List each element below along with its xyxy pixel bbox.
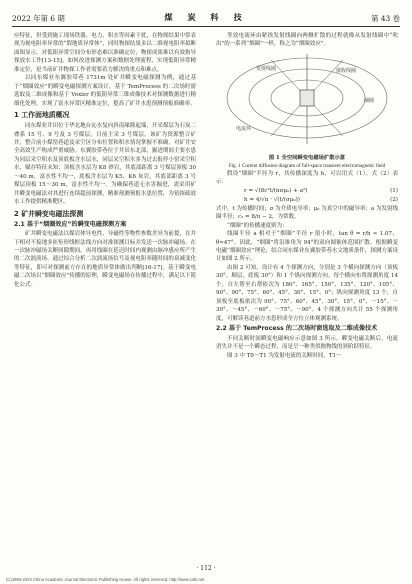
fig-label: 烟圈 [364, 97, 375, 104]
section-heading: 2 矿井瞬变电磁法探测 [14, 209, 84, 218]
paragraph: 矿井瞬变电磁法以煤岩体导电性、导磁性等物性参数差异为前提，在井下相对不接地多匝矩形线框法线方向对准探测目标并发送一次脉冲磁场，在一次脉冲磁场关断间隙期间，再用线圈在延迟时间内观测由脉冲感应所产生的二次涡流场。通过综合分析二次涡流场信号及视电阻率随时间的衰减变化等特征，即可对探测前方存在的地质异常体做出判断[16-17]。基于瞬变电磁二次场以“烟圈效应”传播的原理，瞬变电磁场在传播过程中，满足以下简化公式： [14, 231, 196, 288]
journal-title: 煤 炭 科 技 [164, 12, 248, 22]
left-column [14, 32, 196, 289]
paragraph: 线圈半径 a 相对于“烟圈”半径 r 很小时，tan θ = r/h ≈ 1.07，θ≈47°。因此，“烟圈”将沿锥角为 94°的双向圆锥体范围扩散。根据瞬变电磁“烟圈效应”理论，结合同东煤业东翼胶带巷水文地质条件，探测方案设计如图 2 所示。 [216, 231, 398, 263]
formula-expression: r = √(8c²t/(πσμ₀) + a²) [244, 187, 308, 194]
volume-label: 第 43 卷 [371, 14, 400, 23]
figure-caption-en: Fig. 1 Current diffusion diagram of full-space transient electromagnetic field [228, 162, 386, 169]
section-heading: 1 工作面地质概况 [14, 111, 70, 120]
paragraph: 不同关断时间瞬变电磁响应示意如图 3 所示。瞬变电磁关断后，电流消失并不是一个瞬态过程，而是呈一种类似抛物线的斜阶跃特征。 [216, 335, 398, 351]
formula-2 [216, 196, 398, 205]
subsection-heading: 2.1 基于“烟圈效应”的瞬变电磁探测方案 [14, 220, 127, 228]
formula-1 [216, 187, 398, 196]
formula-number: (2) [390, 196, 398, 203]
figure-caption-cn: 图 1 全空间瞬变电磁场扩散示意 [268, 155, 346, 162]
formula-expression: h = 4/√π · √(t/(σμ₀)) [244, 196, 300, 203]
right-column [216, 32, 398, 360]
issue-label: 2022 年第 6 期 [12, 14, 65, 23]
paragraph: 同东煤业井田位于华北地台沁水复向斜南缘隆起端，开采煤层为石炭二叠系 15 号、9 号及 3 号煤层，目前主采 3 号煤层。该矿为资源整合矿井，整合前小煤窑巷道及采空区分布位置和积水情况掌握不准确，对矿井安全高效生产构成严重威胁。东翼胶带巷位于井田东北部，掘进期间主要水患为同层采空积水及顶底板含水层水，同层采空积水多为过去报停小窑采空积水，赋存特征未知；顶板含水层为 K8 砂岩，其底部距离 3 号煤层顶板 30～40 m，富水性不均一，底板含水层为 K5、K6 灰岩，其底部距离 3 号煤层顶板 15～30 m，富水性不均一。为确保巷道无水害掘进，需采用矿井瞬变电磁法对其进行连续超前探测，精准预测预报水患位置，为钻探疏放水工作提供精准靶区。 [14, 123, 196, 206]
paragraph: 图 3 中 T0～T1 为发射电流的关断时间，T1～ [227, 352, 342, 359]
page-header [12, 10, 400, 27]
paragraph: 等效电流环由紧挨发射线圈向两侧扩散的过程就像从发射线圈中“吹出”的一系列“烟圈”一样，称之为“烟圈效应”。 [216, 33, 398, 48]
paragraph: “烟圈”的传播速度则为： [227, 222, 288, 229]
coil-box [300, 90, 314, 106]
smoke-ring-diagram [216, 50, 398, 150]
page-number: · 112 · [196, 565, 216, 572]
fig-label: 接收线圈 [336, 67, 357, 74]
copyright-footer: (C)1994-2023 China Academic Journal Electronic Publishing House. All rights reserved. http://www.cnki.net [6, 577, 205, 582]
formula-number: (1) [390, 187, 398, 194]
paragraph: 由图 2 可知，设计有 4 个探测方向，分别是 3 个横向探测方向（顶板 30°、顺层、底板 30°）和 1 个纵向探测方向。每个横向布置探测角度 14 个，自左帮至右帮依次为 180°、165°、150°、135°、120°、105°、90°、90°、75°、60°、45°、30°、15°、0°；纵向探测角度 13 个，自顶板至底板依次为 90°、75°、60°、45°、30°、15°、0°、－15°、－30°、－45°、－60°、－75°、－90°。4 个探测方向共计 55 个探测角度，可解读巷道前方水患形成全方位立体观测系统。 [216, 264, 398, 322]
paragraph: 应特征，但受到施工现场铁器、电力、积水等因素干扰，在物探结果中常表现为视电阻率异常的“假地质异常体”，同时物探结果多以二维视电阻率拟断面图显示，对低阻异常空间分布形态难以准确定位，物探成果难以有效指导探放水工作[13-15]。如何改进探测方案和数据处理流程，实现低阻异常精准定位，是当前矿井物探工作者需要着力解决的重点和难点。 [14, 33, 196, 73]
subsection-heading: 2.2 基于 TemProcess 的二次场时窗选取及二维成像技术 [216, 325, 378, 333]
paragraph: 以同东煤业东翼胶带巷 1731m 处矿井瞬变电磁探测为例，通过基于“烟圈效应”的瞬变电磁探测方案设计，基于 TemProcess 的二次场时窗选取及二维成像和基于 Voxler 的低阻异常三维成像技术对探测数据进行精细化处理，实现了富水异常区精准定位，提高了矿井水患预测预报准确率。 [14, 75, 196, 107]
fig-label: 电流环 [236, 125, 252, 132]
paragraph: 假设“烟圈”半径为 r，其传播深度为 h，可以用式（1）、式（2）表示： [216, 170, 398, 186]
fig-label: 发射线圈 [256, 65, 277, 72]
paragraph: 式中，t 为传播时间；σ 为介质电导率；μ₀ 为真空中的磁导率；a 为发射线圈半径；c₂ = 8/π − 2，为常数。 [216, 205, 398, 221]
